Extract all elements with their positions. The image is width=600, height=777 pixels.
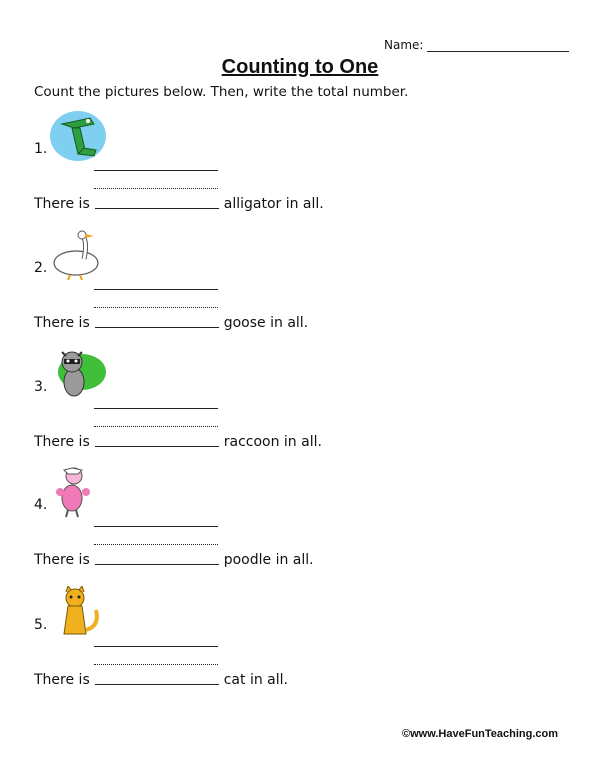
- answer-line-dotted[interactable]: [94, 426, 218, 427]
- poodle-icon: [48, 466, 106, 518]
- sentence: [34, 315, 308, 331]
- answer-line-top[interactable]: [94, 646, 218, 647]
- problem-number: 3.: [34, 379, 48, 395]
- problem-3: [34, 348, 354, 468]
- sentence: [34, 552, 314, 568]
- answer-line-dotted[interactable]: [94, 188, 218, 189]
- answer-line-dotted[interactable]: [94, 544, 218, 545]
- instructions: Count the pictures below. Then, write the total number.: [34, 84, 409, 100]
- answer-blank[interactable]: [95, 208, 219, 209]
- cat-icon: [48, 586, 106, 638]
- sentence-suffix: alligator in all.: [223, 196, 324, 212]
- problem-number: 2.: [34, 260, 48, 276]
- problem-4: [34, 466, 354, 586]
- sentence-prefix: There is: [34, 552, 90, 568]
- answer-line-dotted[interactable]: [94, 664, 218, 665]
- sentence-prefix: There is: [34, 196, 90, 212]
- answer-blank[interactable]: [95, 327, 219, 328]
- sentence: [34, 434, 322, 450]
- sentence-suffix: raccoon in all.: [223, 434, 322, 450]
- problem-number: 5.: [34, 617, 48, 633]
- sentence-suffix: cat in all.: [223, 672, 288, 688]
- problem-1: [34, 110, 354, 230]
- goose-icon: [48, 229, 106, 281]
- alligator-icon: [48, 110, 106, 162]
- answer-line-dotted[interactable]: [94, 307, 218, 308]
- copyright-footer: ©www.HaveFunTeaching.com: [402, 728, 559, 740]
- answer-line-top[interactable]: [94, 289, 218, 290]
- raccoon-icon: [48, 348, 106, 400]
- answer-blank[interactable]: [95, 564, 219, 565]
- problem-number: 4.: [34, 497, 48, 513]
- answer-blank[interactable]: [95, 684, 219, 685]
- name-label: Name:: [384, 38, 424, 52]
- problem-number: 1.: [34, 141, 48, 157]
- problem-2: [34, 229, 354, 349]
- sentence-prefix: There is: [34, 315, 90, 331]
- problem-5: [34, 586, 354, 706]
- page-title: Counting to One: [221, 56, 379, 78]
- answer-line-top[interactable]: [94, 526, 218, 527]
- sentence-suffix: goose in all.: [223, 315, 309, 331]
- sentence-suffix: poodle in all.: [223, 552, 314, 568]
- name-line[interactable]: [427, 40, 569, 52]
- answer-blank[interactable]: [95, 446, 219, 447]
- answer-line-top[interactable]: [94, 408, 218, 409]
- sentence: [34, 672, 288, 688]
- answer-line-top[interactable]: [94, 170, 218, 171]
- sentence-prefix: There is: [34, 672, 90, 688]
- sentence-prefix: There is: [34, 434, 90, 450]
- sentence: [34, 196, 324, 212]
- name-field[interactable]: [384, 38, 569, 52]
